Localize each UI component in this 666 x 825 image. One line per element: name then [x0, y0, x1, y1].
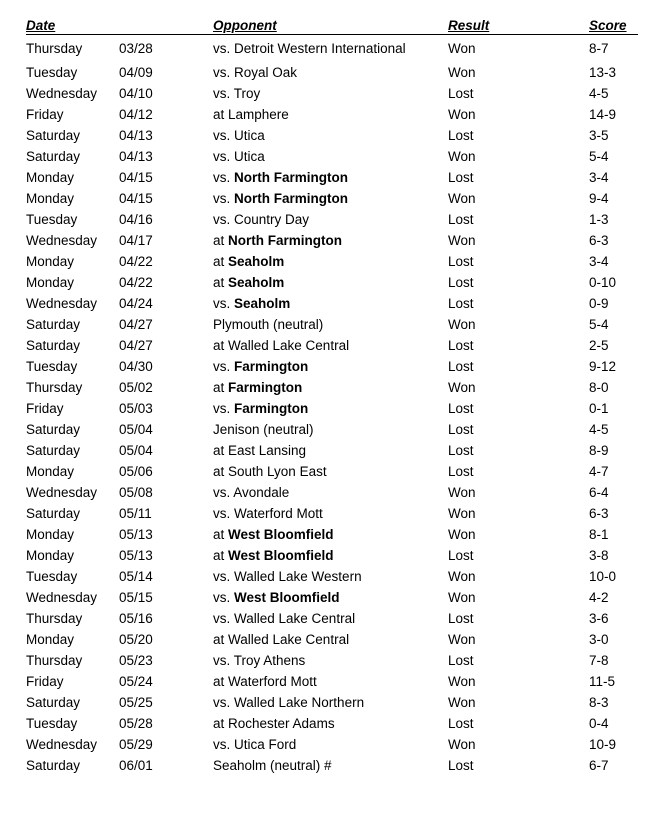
table-row — [26, 144, 638, 165]
game-day: Monday — [26, 275, 75, 290]
game-score: 8-0 — [589, 380, 609, 395]
game-opponent: Seaholm — [234, 296, 291, 311]
game-opponent: Farmington — [228, 380, 303, 395]
game-opponent: Lamphere — [228, 107, 289, 122]
table-row — [26, 501, 638, 522]
game-opponent-cell — [213, 191, 348, 206]
table-row — [26, 480, 638, 501]
game-location-prefix: vs. — [213, 737, 235, 752]
game-opponent-cell — [213, 422, 314, 437]
game-location-prefix: vs. — [213, 569, 235, 584]
game-date: 04/27 — [119, 317, 153, 332]
game-date: 04/13 — [119, 149, 153, 164]
game-location-prefix: vs. — [213, 506, 235, 521]
game-date: 04/16 — [119, 212, 153, 227]
game-opponent: West Bloomfield — [228, 548, 334, 563]
game-day: Monday — [26, 548, 75, 563]
game-opponent-cell — [213, 170, 348, 185]
game-opponent: East Lansing — [228, 443, 307, 458]
game-location-prefix: at — [213, 548, 229, 563]
game-score: 3-0 — [589, 632, 609, 647]
game-result: Lost — [448, 254, 474, 269]
game-score: 7-8 — [589, 653, 609, 668]
game-opponent-cell — [213, 695, 364, 710]
game-opponent: Country Day — [234, 212, 310, 227]
game-result: Won — [448, 485, 476, 500]
table-row — [26, 564, 638, 585]
game-day: Wednesday — [26, 233, 98, 248]
game-opponent-cell — [213, 86, 260, 101]
game-location-prefix: at — [213, 380, 229, 395]
header-result: Result — [448, 18, 490, 33]
game-opponent-cell — [213, 653, 305, 668]
game-opponent-cell — [213, 149, 265, 164]
game-opponent: Seaholm — [228, 275, 285, 290]
game-score: 4-2 — [589, 590, 609, 605]
game-opponent: West Bloomfield — [228, 527, 334, 542]
table-row — [26, 165, 638, 186]
game-day: Wednesday — [26, 590, 98, 605]
game-score: 6-7 — [589, 758, 609, 773]
game-opponent-cell — [213, 611, 355, 626]
game-location-prefix: vs. — [213, 86, 234, 101]
game-location-prefix: vs. — [213, 128, 235, 143]
game-score: 0-1 — [589, 401, 609, 416]
game-score: 10-0 — [589, 569, 617, 584]
game-opponent-cell — [213, 275, 284, 290]
table-row — [26, 102, 638, 123]
game-day: Friday — [26, 401, 64, 416]
game-opponent-cell — [213, 506, 323, 521]
table-row — [26, 228, 638, 249]
game-opponent: Walled Lake Western — [234, 569, 362, 584]
game-result: Lost — [448, 611, 474, 626]
game-day: Tuesday — [26, 65, 78, 80]
game-opponent-cell — [213, 128, 265, 143]
game-result: Won — [448, 380, 476, 395]
game-location-prefix: vs. — [213, 170, 235, 185]
game-score: 3-5 — [589, 128, 609, 143]
table-header — [26, 16, 638, 35]
game-day: Tuesday — [26, 716, 78, 731]
game-location-prefix: vs. — [213, 695, 235, 710]
game-date: 03/28 — [119, 41, 153, 56]
game-result: Lost — [448, 401, 474, 416]
game-result: Won — [448, 695, 476, 710]
game-score: 11-5 — [589, 674, 616, 689]
game-date: 05/29 — [119, 737, 153, 752]
game-opponent: Walled Lake Central — [228, 338, 350, 353]
game-day: Friday — [26, 107, 64, 122]
game-opponent: Utica — [234, 149, 265, 164]
game-date: 05/03 — [119, 401, 153, 416]
game-opponent: Utica Ford — [234, 737, 297, 752]
game-opponent-cell — [213, 548, 334, 563]
table-row — [26, 648, 638, 669]
game-opponent-cell — [213, 401, 308, 416]
game-opponent-cell — [213, 212, 309, 227]
game-day: Thursday — [26, 41, 83, 56]
game-opponent: North Farmington — [234, 170, 349, 185]
game-score: 2-5 — [589, 338, 609, 353]
game-opponent: Seaholm — [228, 254, 285, 269]
game-day: Wednesday — [26, 485, 98, 500]
game-opponent: Avondale — [233, 485, 290, 500]
game-date: 05/28 — [119, 716, 153, 731]
game-location-prefix: at — [213, 275, 229, 290]
game-result: Won — [448, 569, 476, 584]
game-opponent: Walled Lake Central — [228, 632, 350, 647]
game-date: 05/24 — [119, 674, 153, 689]
table-row — [26, 270, 638, 291]
game-day: Tuesday — [26, 359, 78, 374]
table-row — [26, 690, 638, 711]
game-day: Thursday — [26, 380, 83, 395]
game-opponent: South Lyon East — [228, 464, 327, 479]
table-row — [26, 312, 638, 333]
game-score: 3-8 — [589, 548, 609, 563]
game-score: 0-4 — [589, 716, 609, 731]
game-result: Won — [448, 65, 476, 80]
game-day: Monday — [26, 170, 75, 185]
game-score: 14-9 — [589, 107, 617, 122]
game-score: 3-6 — [589, 611, 609, 626]
game-day: Saturday — [26, 422, 81, 437]
table-row — [26, 606, 638, 627]
table-row — [26, 123, 638, 144]
table-row — [26, 39, 638, 60]
game-date: 04/09 — [119, 65, 153, 80]
game-result: Lost — [448, 128, 474, 143]
game-day: Saturday — [26, 317, 81, 332]
table-row — [26, 291, 638, 312]
game-opponent-cell — [213, 569, 362, 584]
game-opponent-cell — [213, 443, 306, 458]
game-score: 6-3 — [589, 506, 609, 521]
game-score: 4-5 — [589, 86, 609, 101]
game-result: Lost — [448, 275, 474, 290]
game-date: 04/30 — [119, 359, 153, 374]
game-location-prefix: at — [213, 716, 229, 731]
game-opponent-cell — [213, 107, 289, 122]
game-score: 3-4 — [589, 254, 609, 269]
game-result: Won — [448, 107, 476, 122]
game-location-prefix: vs. — [213, 149, 235, 164]
game-location-prefix: vs. — [213, 653, 234, 668]
game-date: 05/13 — [119, 548, 153, 563]
game-location-prefix: vs. — [213, 485, 234, 500]
game-day: Saturday — [26, 758, 81, 773]
game-location-prefix: at — [213, 527, 229, 542]
game-location-prefix: at — [213, 443, 229, 458]
game-date: 05/20 — [119, 632, 153, 647]
game-result: Lost — [448, 758, 474, 773]
game-result: Lost — [448, 716, 474, 731]
table-row — [26, 354, 638, 375]
game-result: Won — [448, 317, 476, 332]
game-date: 05/23 — [119, 653, 153, 668]
game-date: 04/12 — [119, 107, 153, 122]
game-score: 8-7 — [589, 41, 609, 56]
game-result: Won — [448, 506, 476, 521]
game-date: 04/10 — [119, 86, 153, 101]
game-opponent: Rochester Adams — [228, 716, 335, 731]
table-row — [26, 333, 638, 354]
game-date: 05/02 — [119, 380, 153, 395]
game-opponent-cell — [213, 296, 290, 311]
game-opponent: West Bloomfield — [234, 590, 340, 605]
game-location-prefix: at — [213, 107, 229, 122]
game-opponent-cell — [213, 359, 308, 374]
game-location-prefix: vs. — [213, 611, 235, 626]
game-opponent: North Farmington — [228, 233, 343, 248]
game-result: Won — [448, 41, 476, 56]
game-day: Saturday — [26, 695, 81, 710]
game-date: 04/22 — [119, 275, 153, 290]
game-score: 5-4 — [589, 317, 609, 332]
game-opponent-cell — [213, 464, 327, 479]
game-day: Wednesday — [26, 296, 98, 311]
game-opponent-cell — [213, 380, 302, 395]
game-location-prefix: at — [213, 233, 229, 248]
game-result: Lost — [448, 548, 474, 563]
game-opponent-cell — [213, 317, 323, 332]
game-opponent: Walled Lake Northern — [234, 695, 365, 710]
game-day: Monday — [26, 527, 75, 542]
game-opponent: Farmington — [234, 359, 309, 374]
game-date: 06/01 — [119, 758, 153, 773]
game-score: 4-7 — [589, 464, 609, 479]
table-row — [26, 585, 638, 606]
table-row — [26, 438, 638, 459]
game-day: Friday — [26, 674, 64, 689]
game-day: Saturday — [26, 338, 81, 353]
game-location-prefix: at — [213, 338, 229, 353]
table-row — [26, 375, 638, 396]
game-date: 05/15 — [119, 590, 153, 605]
game-score: 3-4 — [589, 170, 609, 185]
game-opponent: Jenison (neutral) — [213, 422, 314, 437]
game-location-prefix: vs. — [213, 401, 235, 416]
game-result: Lost — [448, 464, 474, 479]
game-location-prefix: vs. — [213, 359, 235, 374]
game-location-prefix: vs. — [213, 191, 235, 206]
game-opponent: Detroit Western International — [234, 41, 406, 56]
game-result: Lost — [448, 422, 474, 437]
game-day: Wednesday — [26, 86, 98, 101]
game-opponent: Utica — [234, 128, 265, 143]
game-location-prefix: vs. — [213, 65, 235, 80]
table-row — [26, 207, 638, 228]
game-score: 10-9 — [589, 737, 617, 752]
game-opponent-cell — [213, 590, 340, 605]
game-location-prefix: vs. — [213, 590, 235, 605]
header-opponent: Opponent — [213, 18, 277, 33]
game-day: Saturday — [26, 149, 81, 164]
table-row — [26, 732, 638, 753]
game-day: Tuesday — [26, 569, 78, 584]
game-score: 8-1 — [589, 527, 609, 542]
game-result: Won — [448, 590, 476, 605]
table-row — [26, 60, 638, 81]
game-day: Monday — [26, 464, 75, 479]
game-opponent: Troy Athens — [233, 653, 306, 668]
game-opponent-cell — [213, 41, 406, 56]
game-location-prefix: at — [213, 674, 229, 689]
game-opponent: Walled Lake Central — [234, 611, 356, 626]
table-row — [26, 627, 638, 648]
game-opponent-cell — [213, 716, 335, 731]
game-day: Saturday — [26, 128, 81, 143]
game-result: Lost — [448, 653, 474, 668]
game-date: 05/14 — [119, 569, 153, 584]
game-date: 04/13 — [119, 128, 153, 143]
game-date: 04/15 — [119, 170, 153, 185]
table-row — [26, 522, 638, 543]
game-result: Won — [448, 632, 476, 647]
game-date: 05/13 — [119, 527, 153, 542]
game-score: 6-4 — [589, 485, 609, 500]
game-score: 0-10 — [589, 275, 617, 290]
game-result: Won — [448, 191, 476, 206]
game-score: 4-5 — [589, 422, 609, 437]
game-result: Lost — [448, 443, 474, 458]
game-location-prefix: vs. — [213, 212, 235, 227]
game-date: 05/06 — [119, 464, 153, 479]
game-result: Won — [448, 737, 476, 752]
game-date: 05/04 — [119, 443, 153, 458]
game-result: Won — [448, 527, 476, 542]
game-date: 05/25 — [119, 695, 153, 710]
game-location-prefix: vs. — [213, 296, 235, 311]
game-result: Lost — [448, 212, 474, 227]
game-result: Won — [448, 233, 476, 248]
game-day: Thursday — [26, 653, 83, 668]
header-score: Score — [589, 18, 627, 33]
game-date: 04/22 — [119, 254, 153, 269]
game-result: Lost — [448, 338, 474, 353]
game-location-prefix: at — [213, 254, 229, 269]
game-date: 05/04 — [119, 422, 153, 437]
table-row — [26, 81, 638, 102]
game-opponent: Seaholm (neutral) # — [213, 758, 332, 773]
game-day: Saturday — [26, 506, 81, 521]
game-opponent-cell — [213, 485, 289, 500]
game-date: 04/15 — [119, 191, 153, 206]
game-date: 05/08 — [119, 485, 153, 500]
game-score: 0-9 — [589, 296, 609, 311]
game-location-prefix: at — [213, 632, 229, 647]
game-location-prefix: vs. — [213, 41, 235, 56]
table-row — [26, 543, 638, 564]
game-day: Monday — [26, 254, 75, 269]
game-day: Thursday — [26, 611, 83, 626]
table-row — [26, 186, 638, 207]
game-opponent: North Farmington — [234, 191, 349, 206]
game-day: Monday — [26, 632, 75, 647]
game-score: 1-3 — [589, 212, 609, 227]
schedule-document — [26, 16, 638, 774]
game-opponent-cell — [213, 233, 342, 248]
table-row — [26, 249, 638, 270]
game-opponent: Troy — [233, 86, 261, 101]
table-row — [26, 459, 638, 480]
game-opponent: Waterford Mott — [234, 506, 323, 521]
game-date: 04/17 — [119, 233, 153, 248]
game-date: 04/24 — [119, 296, 153, 311]
game-day: Wednesday — [26, 737, 98, 752]
game-result: Lost — [448, 170, 474, 185]
game-opponent: Royal Oak — [234, 65, 298, 80]
game-score: 6-3 — [589, 233, 609, 248]
game-score: 9-4 — [589, 191, 609, 206]
table-row — [26, 753, 638, 774]
game-day: Tuesday — [26, 212, 78, 227]
game-day: Monday — [26, 191, 75, 206]
game-score: 8-9 — [589, 443, 609, 458]
game-result: Lost — [448, 86, 474, 101]
table-row — [26, 396, 638, 417]
game-location-prefix: at — [213, 464, 229, 479]
game-opponent: Plymouth (neutral) — [213, 317, 324, 332]
game-opponent-cell — [213, 338, 349, 353]
game-result: Lost — [448, 359, 474, 374]
game-result: Won — [448, 674, 476, 689]
table-row — [26, 711, 638, 732]
game-date: 04/27 — [119, 338, 153, 353]
game-date: 05/11 — [119, 506, 152, 521]
game-result: Won — [448, 149, 476, 164]
game-opponent-cell — [213, 737, 296, 752]
header-date: Date — [26, 18, 56, 33]
game-score: 8-3 — [589, 695, 609, 710]
game-opponent-cell — [213, 65, 297, 80]
game-day: Saturday — [26, 443, 81, 458]
game-opponent-cell — [213, 254, 284, 269]
game-opponent-cell — [213, 527, 334, 542]
table-row — [26, 669, 638, 690]
game-score: 13-3 — [589, 65, 617, 80]
table-row — [26, 417, 638, 438]
game-opponent: Farmington — [234, 401, 309, 416]
game-opponent-cell — [213, 758, 332, 773]
game-score: 5-4 — [589, 149, 609, 164]
schedule-rows — [26, 39, 638, 774]
game-opponent: Waterford Mott — [228, 674, 317, 689]
game-opponent-cell — [213, 632, 349, 647]
game-result: Lost — [448, 296, 474, 311]
game-opponent-cell — [213, 674, 317, 689]
game-score: 9-12 — [589, 359, 617, 374]
game-date: 05/16 — [119, 611, 153, 626]
